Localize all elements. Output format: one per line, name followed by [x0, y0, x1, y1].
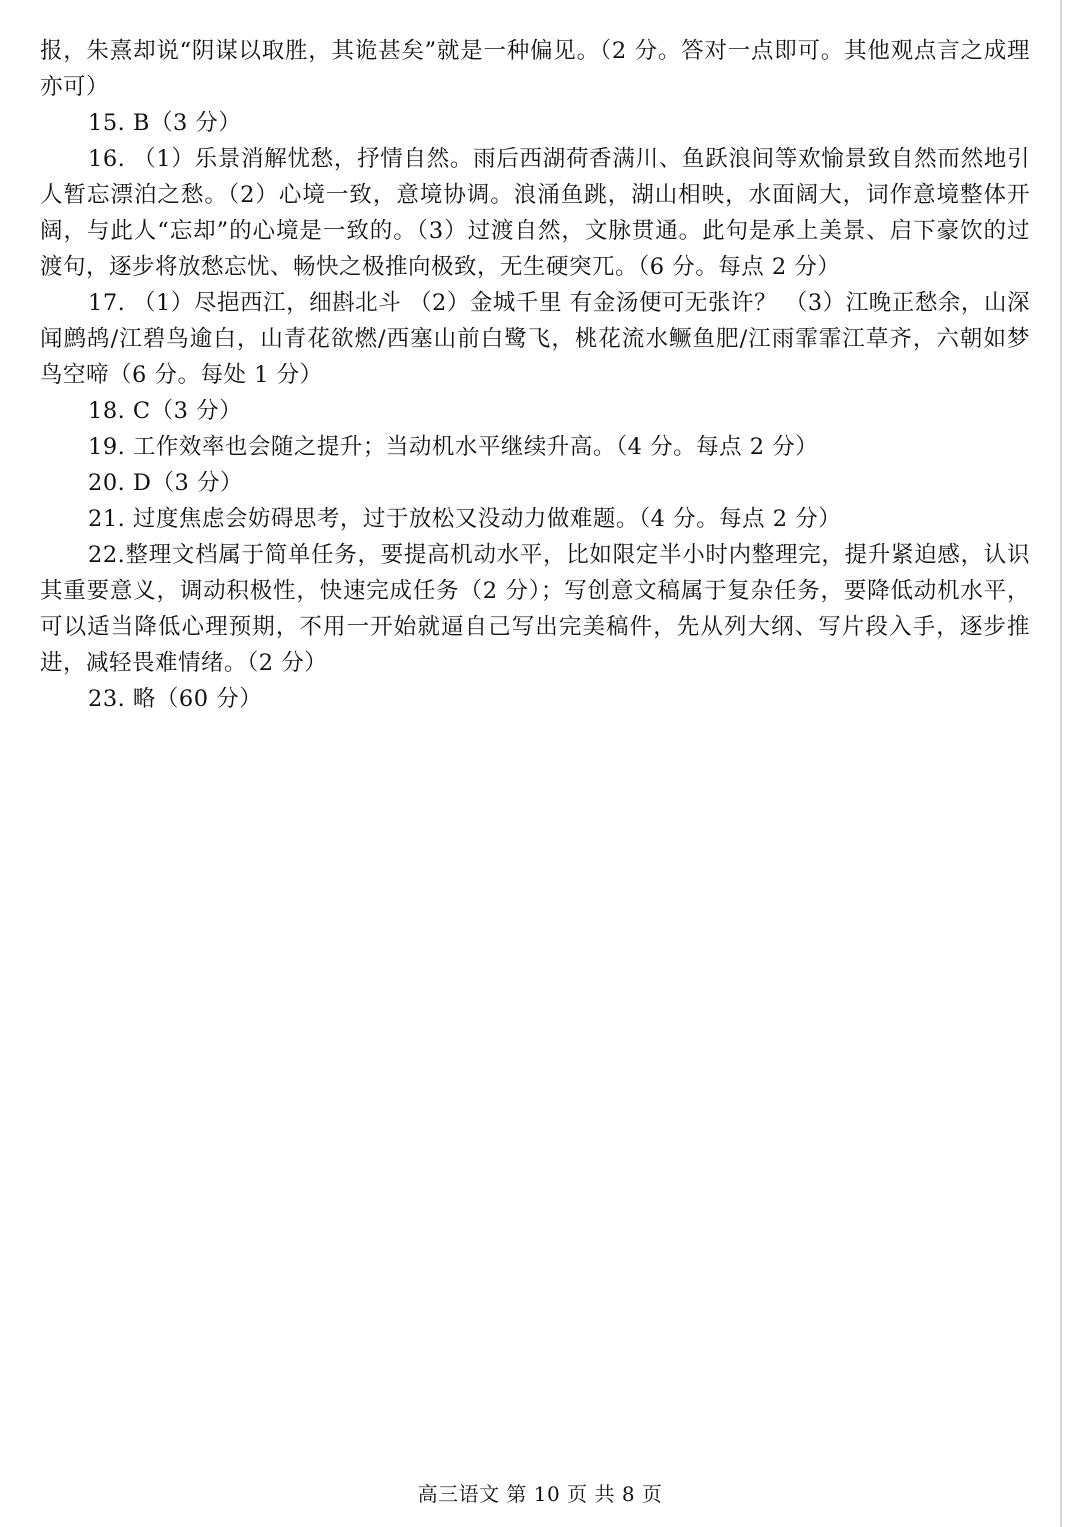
answer-20: 20. D（3 分）	[88, 470, 243, 496]
page-footer: 高三语文 第 10 页 共 8 页	[417, 1482, 663, 1506]
answer-18: 18. C（3 分）	[88, 398, 243, 424]
answer-23: 23. 略（60 分）	[88, 686, 263, 712]
answer-22: 22.整理文档属于简单任务，要提高机动水平，比如限定半小时内整理完，提升紧迫感，认识其重要意义，调动积极性，快速完成任务（2 分）；写创意文稿属于复杂任务，要降低动机水平，可以适当降低心理预期，不用一开始就逼自己写出完美稿件，先从列大纲、写片段入手，逐步推进，减轻畏难情绪。（2 分）	[40, 542, 1030, 676]
answer-15: 15. B（3 分）	[88, 110, 242, 136]
answer-16: 16. （1）乐景消解忧愁，抒情自然。雨后西湖荷香满川、鱼跃浪间等欢愉景致自然而然地引人暂忘漂泊之愁。（2）心境一致，意境协调。浪涌鱼跳，湖山相映，水面阔大，词作意境整体开阔，与此人“忘却”的心境是一致的。（3）过渡自然，文脉贯通。此句是承上美景、启下豪饮的过渡句，逐步将放愁忘忧、畅快之极推向极致，无生硬突兀。（6 分。每点 2 分）	[40, 146, 1030, 280]
answer-17: 17. （1）尽挹西江，细斟北斗 （2）金城千里 有金汤便可无张许？ （3）江晚正愁余，山深闻鹧鸪/江碧鸟逾白，山青花欲燃/西塞山前白鹭飞，桃花流水鳜鱼肥/江雨霏霏江草齐，六朝如梦鸟空啼（6 分。每处 1 分）	[40, 290, 1030, 388]
answer-19: 19. 工作效率也会随之提升；当动机水平继续升高。（4 分。每点 2 分）	[88, 434, 819, 460]
continuation-paragraph: 报，朱熹却说“阴谋以取胜，其诡甚矣”就是一种偏见。（2 分。答对一点即可。其他观点言之成理亦可）	[40, 38, 1030, 100]
answer-21: 21. 过度焦虑会妨碍思考，过于放松又没动力做难题。（4 分。每点 2 分）	[88, 506, 842, 532]
page-edge-line	[1060, 0, 1062, 1527]
answer-content	[40, 33, 1030, 717]
